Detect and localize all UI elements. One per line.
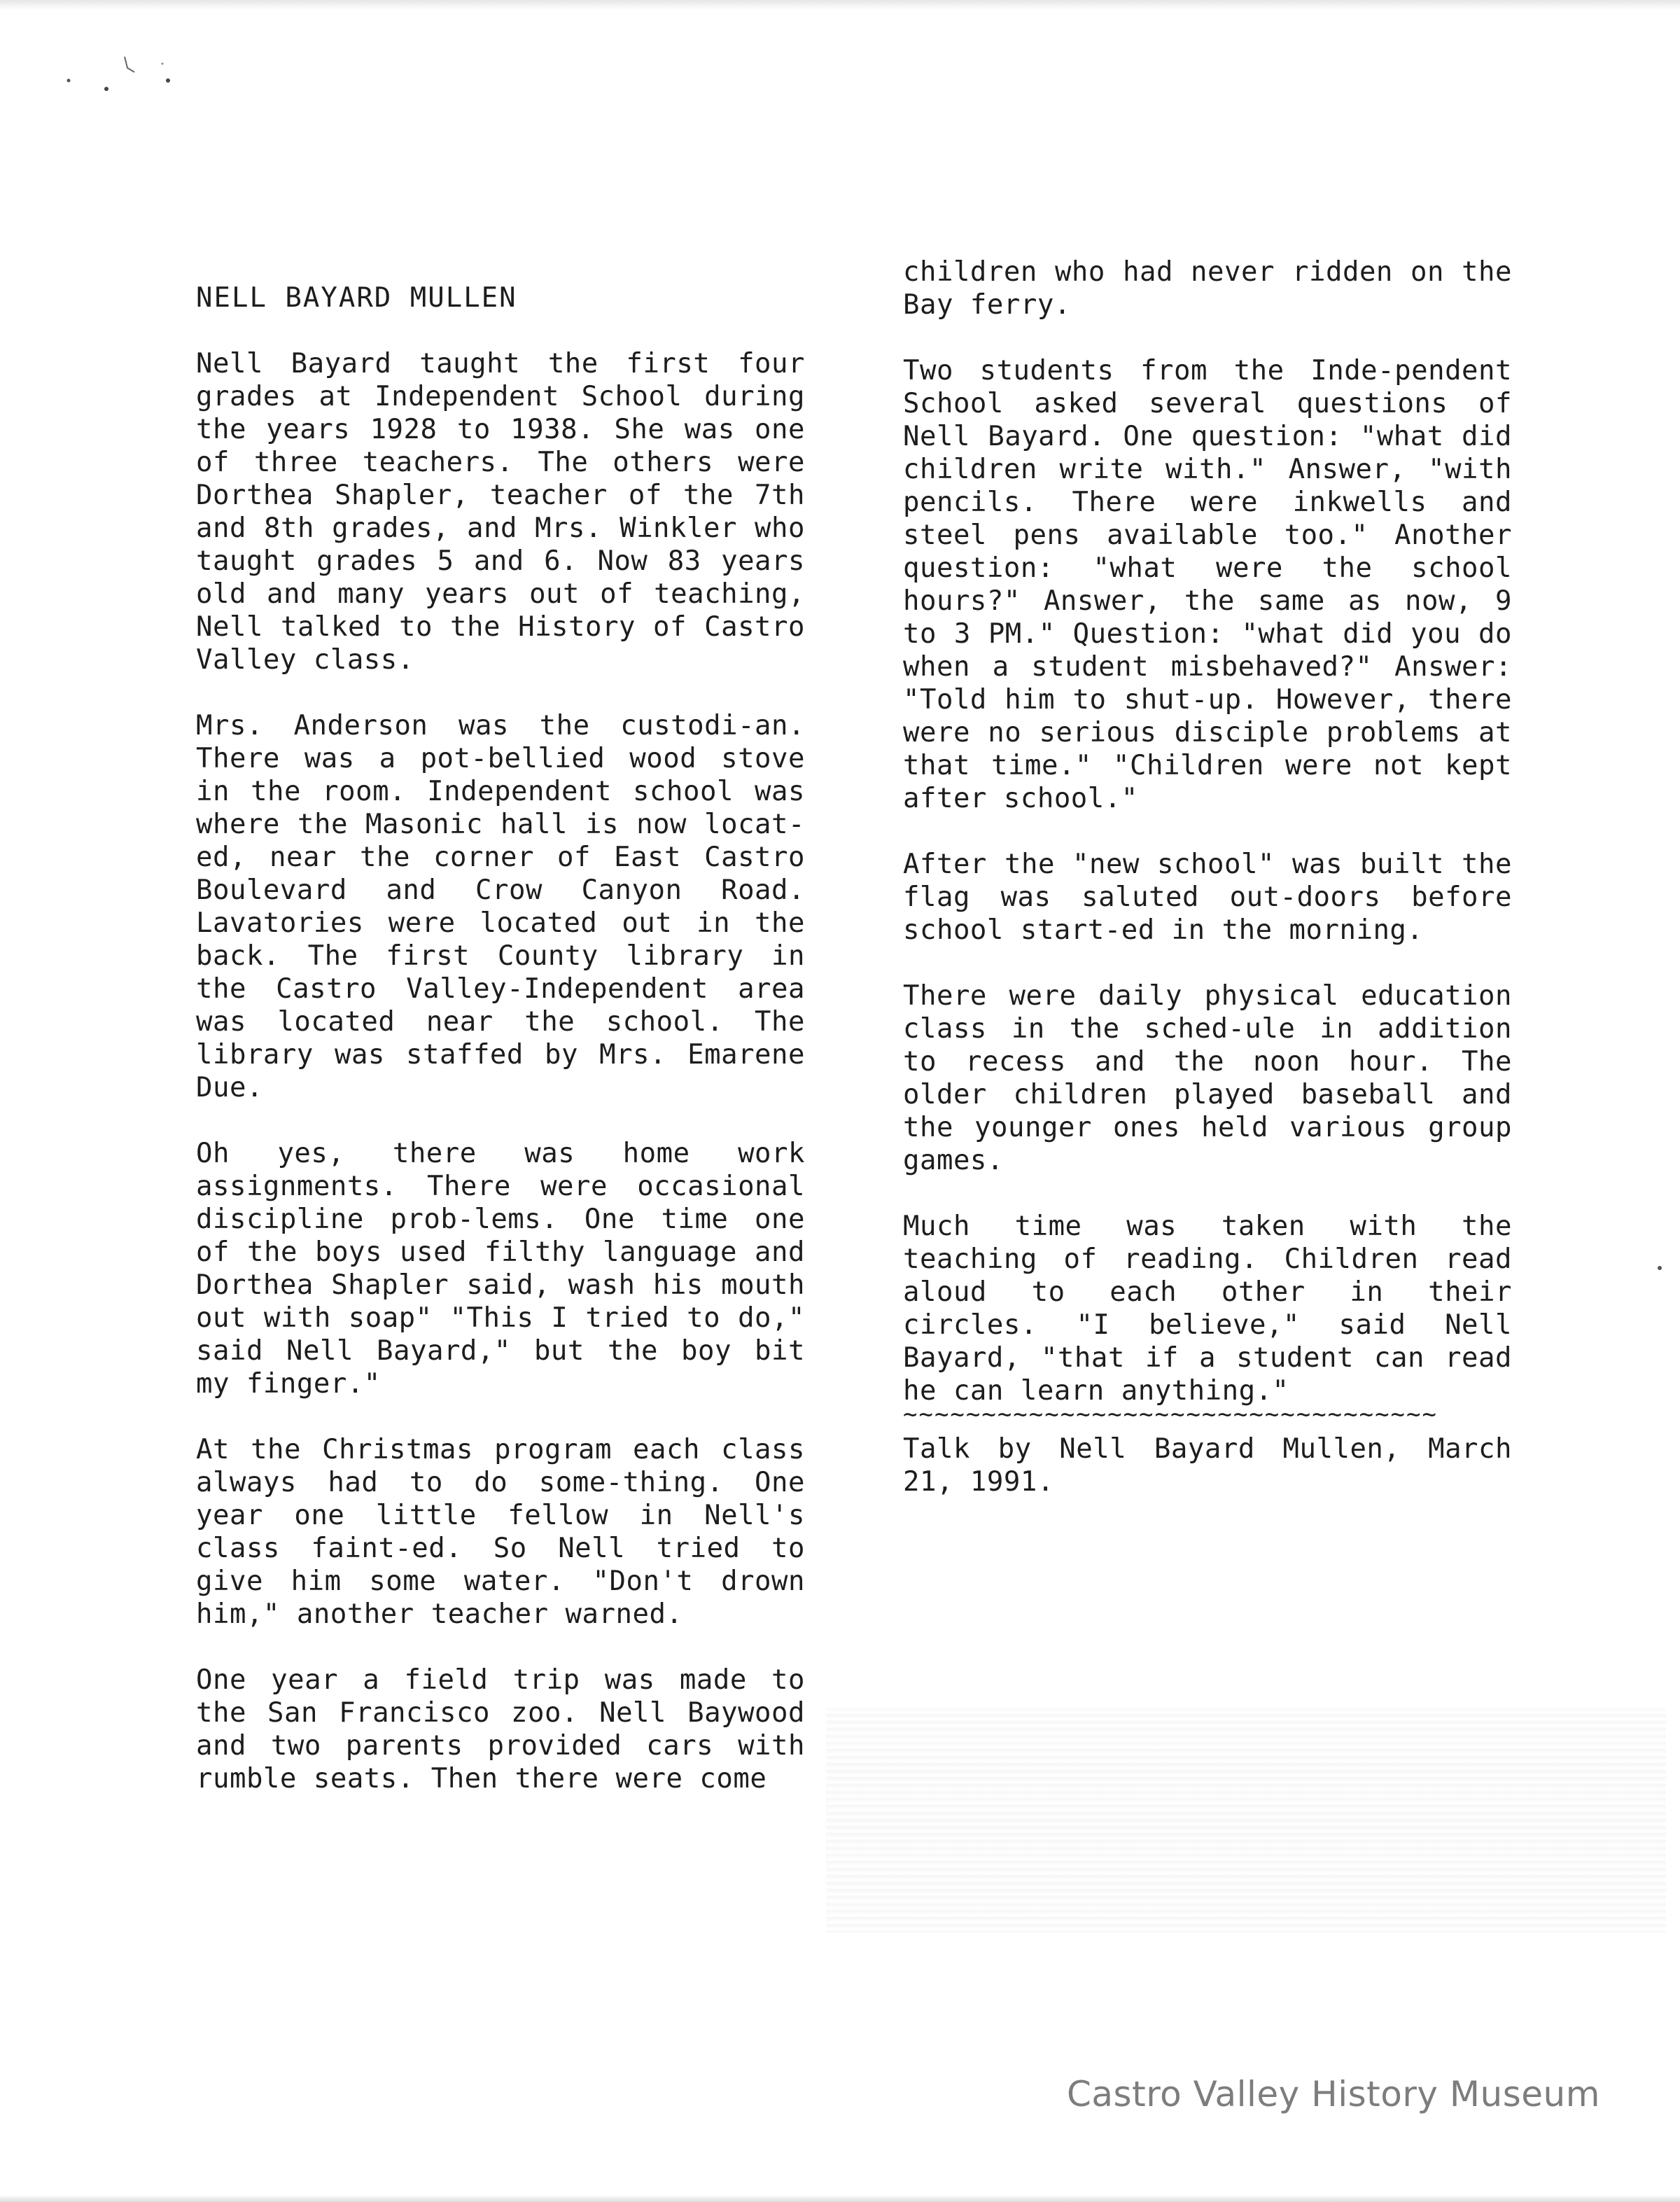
- paragraph: At the Christmas program each class always had to do some-thing. One year one little fellow in Nell's class faint-ed. So Nell tried to give him some water. "Don't drown him," another teacher warned.: [196, 1434, 805, 1630]
- tilde-divider: ~~~~~~~~~~~~~~~~~~~~~~~~~~~~~~~~~~: [903, 1407, 1438, 1421]
- credit-line: Talk by Nell Bayard Mullen, March 21, 1991.: [903, 1433, 1512, 1498]
- museum-watermark: Castro Valley History Museum: [1067, 2074, 1600, 2114]
- paragraph: Oh yes, there was home work assignments. There were occasional discipline prob-lems. One time one of the boys used filthy language and Dorthea Shapler said, wash his mouth out with soap" "This I tried to do," said Nell Bayard," but the boy bit my finger.": [196, 1138, 805, 1400]
- paragraph: Mrs. Anderson was the custodi-an. There was a pot-bellied wood stove in the room. Independent school was where the Masonic hall is now locat-ed, near the corner of East Castro Boulevard and Crow Canyon Road. Lavatories were located out in the back. The first County library in the Castro Valley-Independent area was located near the school. The library was staffed by Mrs. Emarene Due.: [196, 710, 805, 1103]
- scan-specks: [63, 53, 189, 95]
- paragraph: Two students from the Inde-pendent School asked several questions of Nell Bayard. One question: "what did children write with." Answer, "with pencils. There were inkwells and steel pens available too." Another question: "what were the school hours?" Answer, the same as now, 9 to 3 PM." Question: "what did you do when a student misbehaved?" Answer: "Told him to shut-up. However, there were no serious disciple problems at that time." "Children were not kept after school.": [903, 355, 1512, 814]
- left-column: [196, 281, 805, 1828]
- right-column: [903, 256, 1512, 1531]
- scan-bottom-edge: [0, 2195, 1680, 2202]
- scan-top-edge: [0, 0, 1680, 10]
- scan-smudge: [826, 1708, 1666, 1932]
- scan-speck: [1658, 1266, 1662, 1270]
- paragraph: Nell Bayard taught the first four grades at Independent School during the years 1928 to 1938. She was one of three teachers. The others were Dorthea Shapler, teacher of the 7th and 8th grades, and Mrs. Winkler who taught grades 5 and 6. Now 83 years old and many years out of teaching, Nell talked to the History of Castro Valley class.: [196, 348, 805, 676]
- paragraph: One year a field trip was made to the San Francisco zoo. Nell Baywood and two parents provided cars with rumble seats. Then there were come: [196, 1664, 805, 1795]
- paragraph: After the "new school" was built the flag was saluted out-doors before school start-ed in the morning.: [903, 849, 1512, 946]
- paragraph: Much time was taken with the teaching of reading. Children read aloud to each other in their circles. "I believe," said Nell Bayard, "that if a student can read he can learn anything.": [903, 1211, 1512, 1407]
- article-title: NELL BAYARD MULLEN: [196, 282, 517, 314]
- paragraph: There were daily physical education class in the sched-ule in addition to recess and the noon hour. The older children played baseball and the younger ones held various group games.: [903, 980, 1512, 1176]
- paragraph: children who had never ridden on the Bay ferry.: [903, 256, 1512, 321]
